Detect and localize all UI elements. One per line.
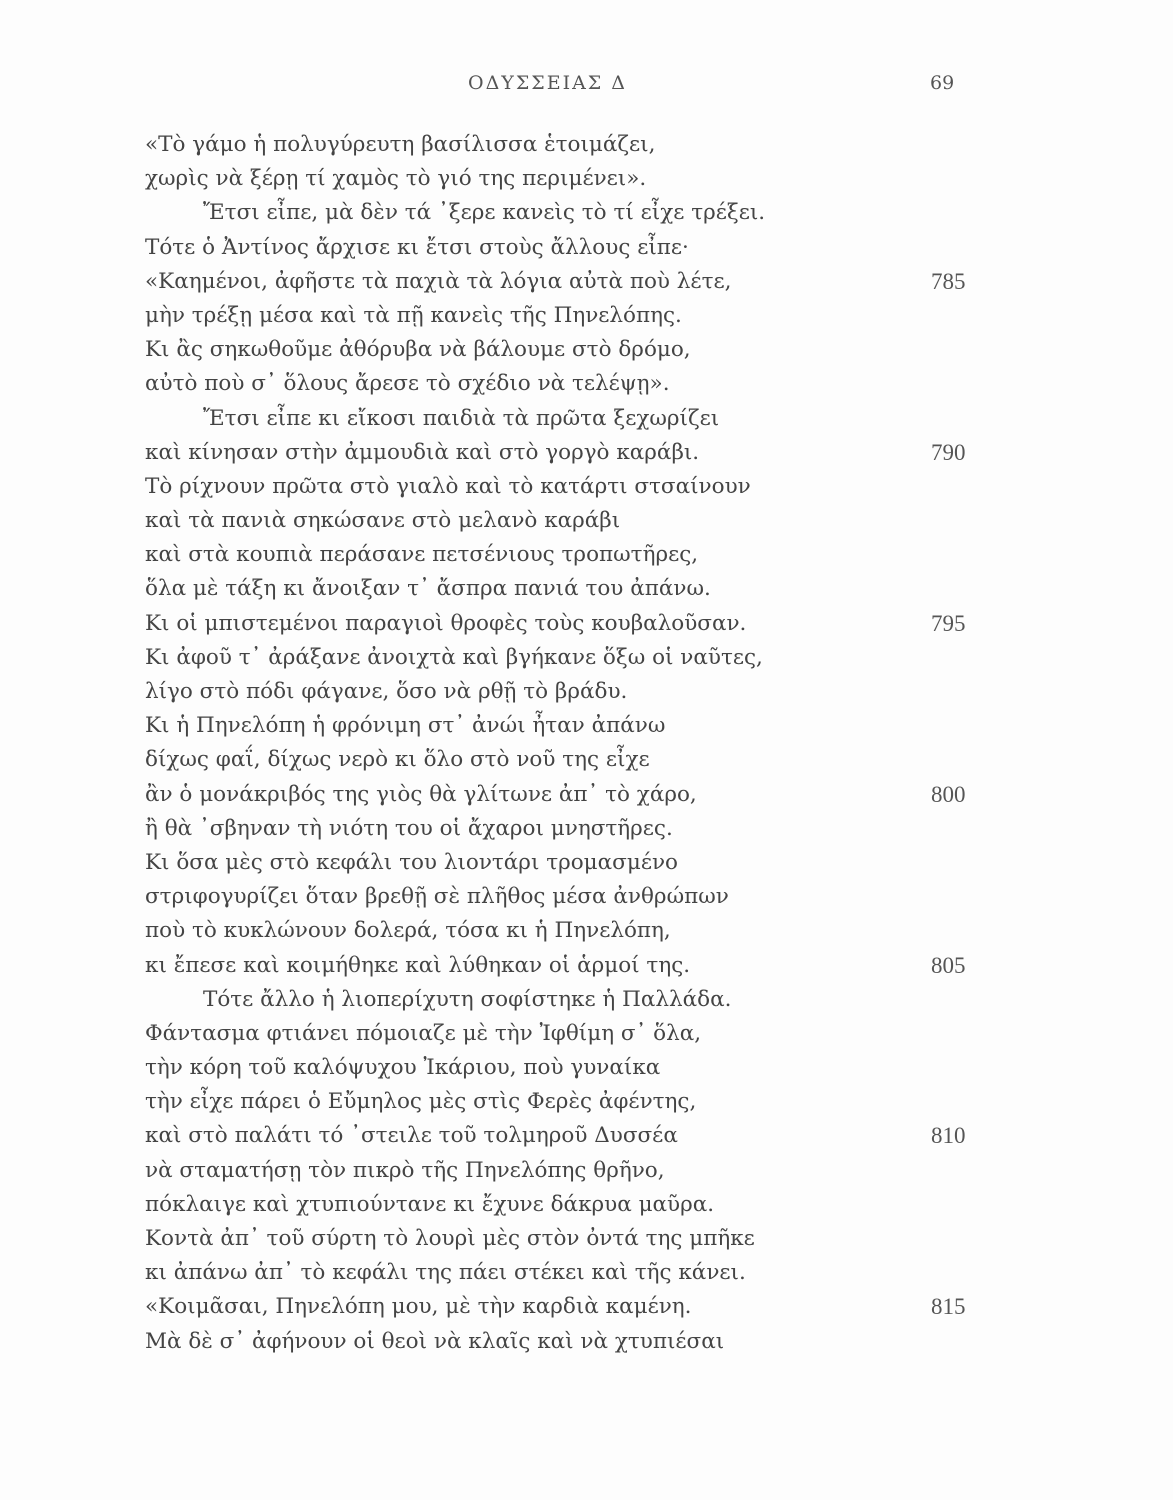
verse-line xyxy=(145,778,985,812)
verse-line xyxy=(145,162,985,196)
verse-line xyxy=(145,538,985,572)
verse-line xyxy=(145,367,985,401)
verse-text: καὶ τὰ πανιὰ σηκώσανε στὸ μελανὸ καράβι xyxy=(145,508,621,534)
verse-text: ὅλα μὲ τάξη κι ἄνοιξαν τ᾽ ἄσπρα πανιά του ἀπάνω. xyxy=(145,576,711,602)
verse-line xyxy=(145,196,985,230)
verse-text: λίγο στὸ πόδι φάγανε, ὅσο νὰ ρθῇ τὸ βράδυ. xyxy=(145,679,628,704)
verse-text: Κι ἂς σηκωθοῦμε ἀθόρυβα νὰ βάλουμε στὸ δρόμο, xyxy=(145,337,691,363)
verse-line xyxy=(145,949,985,983)
line-number: 790 xyxy=(931,439,966,465)
verse-line xyxy=(145,504,985,538)
verse-text: Κι ἡ Πηνελόπη ἡ φρόνιμη στ᾽ ἀνώι ἦταν ἀπάνω xyxy=(145,713,666,739)
line-number: 815 xyxy=(931,1294,966,1320)
verse-line xyxy=(145,572,985,606)
verse-line xyxy=(145,1119,985,1153)
verse-text: καὶ κίνησαν στὴν ἀμμουδιὰ καὶ στὸ γοργὸ καράβι. xyxy=(145,439,700,465)
verse-line xyxy=(145,1222,985,1256)
verse-text: μὴν τρέξῃ μέσα καὶ τὰ πῇ κανεὶς τῆς Πηνελόπης. xyxy=(145,302,682,328)
line-number: 810 xyxy=(931,1123,966,1149)
verse-text: Ἔτσι εἶπε, μὰ δὲν τά ᾽ξερε κανεὶς τὸ τί εἶχε τρέξει. xyxy=(203,200,766,226)
verse-line xyxy=(145,265,985,299)
verse-text: «Καημένοι, ἀφῆστε τὰ παχιὰ τὰ λόγια αὐτὰ ποὺ λέτε, xyxy=(145,268,732,294)
verse-text: Κι ἀφοῦ τ᾽ ἀράξανε ἀνοιχτὰ καὶ βγήκανε ὅξω οἱ ναῦτες, xyxy=(145,644,763,670)
verse-line xyxy=(145,1154,985,1188)
verse-text: Κι ὅσα μὲς στὸ κεφάλι του λιοντάρι τρομασμένο xyxy=(145,849,678,875)
verse-line xyxy=(145,743,985,777)
page-number: 69 xyxy=(930,72,955,94)
verse-text: Τὸ ρίχνουν πρῶτα στὸ γιαλὸ καὶ τὸ κατάρτι στσαίνουν xyxy=(145,473,751,499)
verse-text: αὐτὸ ποὺ σ᾽ ὅλους ἄρεσε τὸ σχέδιο νὰ τελέψῃ». xyxy=(145,371,670,397)
verse-text: Ἔτσι εἶπε κι εἴκοσι παιδιὰ τὰ πρῶτα ξεχωρίζει xyxy=(203,405,720,431)
poem-text xyxy=(145,128,985,1359)
verse-text: τὴν κόρη τοῦ καλόψυχου Ἰκάριου, ποὺ γυναίκα xyxy=(145,1055,661,1081)
verse-text: ποὺ τὸ κυκλώνουν δολερά, τόσα κι ἡ Πηνελόπη, xyxy=(145,918,671,944)
verse-text: καὶ στὸ παλάτι τό ᾽στειλε τοῦ τολμηροῦ Δυσσέα xyxy=(145,1123,678,1149)
verse-text: «Τὸ γάμο ἡ πολυγύρευτη βασίλισσα ἑτοιμάζει, xyxy=(145,132,656,157)
verse-line xyxy=(145,1256,985,1290)
verse-text: τὴν εἶχε πάρει ὁ Εὔμηλος μὲς στὶς Φερὲς ἀφέντης, xyxy=(145,1089,697,1115)
verse-text: Κοντὰ ἀπ᾽ τοῦ σύρτη τὸ λουρὶ μὲς στὸν ὀντά της μπῆκε xyxy=(145,1226,755,1251)
verse-line xyxy=(145,402,985,436)
verse-text: ἢ θὰ ᾽σβηναν τὴ νιότη του οἱ ἄχαροι μνηστῆρες. xyxy=(145,815,673,841)
verse-text: ἂν ὁ μονάκριβός της γιὸς θὰ γλίτωνε ἀπ᾽ τὸ χάρο, xyxy=(145,781,697,807)
verse-text: δίχως φαΐ, δίχως νερὸ κι ὅλο στὸ νοῦ της εἶχε xyxy=(145,747,650,773)
verse-line xyxy=(145,709,985,743)
verse-text: Κι οἱ μπιστεμένοι παραγιοὶ θροφὲς τοὺς κουβαλοῦσαν. xyxy=(145,610,747,636)
verse-text: «Κοιμᾶσαι, Πηνελόπη μου, μὲ τὴν καρδιὰ καμένη. xyxy=(145,1294,692,1320)
verse-text: νὰ σταματήσῃ τὸν πικρὸ τῆς Πηνελόπης θρῆνο, xyxy=(145,1157,665,1183)
verse-line xyxy=(145,641,985,675)
line-number: 800 xyxy=(931,781,966,807)
verse-text: χωρὶς νὰ ξέρῃ τί χαμὸς τὸ γιό της περιμένει». xyxy=(145,166,647,192)
verse-text: κι ἀπάνω ἀπ᾽ τὸ κεφάλι της πάει στέκει καὶ τῆς κάνει. xyxy=(145,1260,746,1286)
verse-line xyxy=(145,1188,985,1222)
verse-line xyxy=(145,128,985,162)
line-number: 785 xyxy=(931,268,966,294)
verse-line xyxy=(145,436,985,470)
verse-line xyxy=(145,880,985,914)
verse-text: κι ἔπεσε καὶ κοιμήθηκε καὶ λύθηκαν οἱ ἁρμοί της. xyxy=(145,952,691,978)
verse-line xyxy=(145,983,985,1017)
verse-text: Φάντασμα φτιάνει πόμοιαζε μὲ τὴν Ἰφθίμη σ᾽ ὅλα, xyxy=(145,1020,702,1046)
running-title: ΟΔΥΣΣΕΙΑΣ Δ xyxy=(468,72,627,94)
verse-line xyxy=(145,1325,985,1359)
verse-line xyxy=(145,846,985,880)
verse-line xyxy=(145,231,985,265)
verse-text: Μὰ δὲ σ᾽ ἀφήνουν οἱ θεοὶ νὰ κλαῖς καὶ νὰ χτυπιέσαι xyxy=(145,1328,725,1354)
verse-line xyxy=(145,333,985,367)
verse-line xyxy=(145,470,985,504)
verse-line xyxy=(145,607,985,641)
line-number: 795 xyxy=(931,610,966,636)
verse-text: Τότε ἄλλο ἡ λιοπερίχυτη σοφίστηκε ἡ Παλλάδα. xyxy=(203,986,732,1012)
verse-line xyxy=(145,1290,985,1324)
verse-text: πόκλαιγε καὶ χτυπιούντανε κι ἔχυνε δάκρυα μαῦρα. xyxy=(145,1191,715,1217)
verse-line xyxy=(145,914,985,948)
verse-line xyxy=(145,812,985,846)
verse-line xyxy=(145,675,985,709)
verse-line xyxy=(145,299,985,333)
verse-text: στριφογυρίζει ὅταν βρεθῇ σὲ πλῆθος μέσα ἀνθρώπων xyxy=(145,884,729,910)
verse-line xyxy=(145,1017,985,1051)
verse-text: Τότε ὁ Ἀντίνος ἄρχισε κι ἔτσι στοὺς ἄλλους εἶπε· xyxy=(145,234,689,260)
line-number: 805 xyxy=(931,952,966,978)
verse-text: καὶ στὰ κουπιὰ περάσανε πετσένιους τροπωτῆρες, xyxy=(145,542,699,568)
page-header xyxy=(0,72,1173,98)
verse-line xyxy=(145,1085,985,1119)
verse-line xyxy=(145,1051,985,1085)
